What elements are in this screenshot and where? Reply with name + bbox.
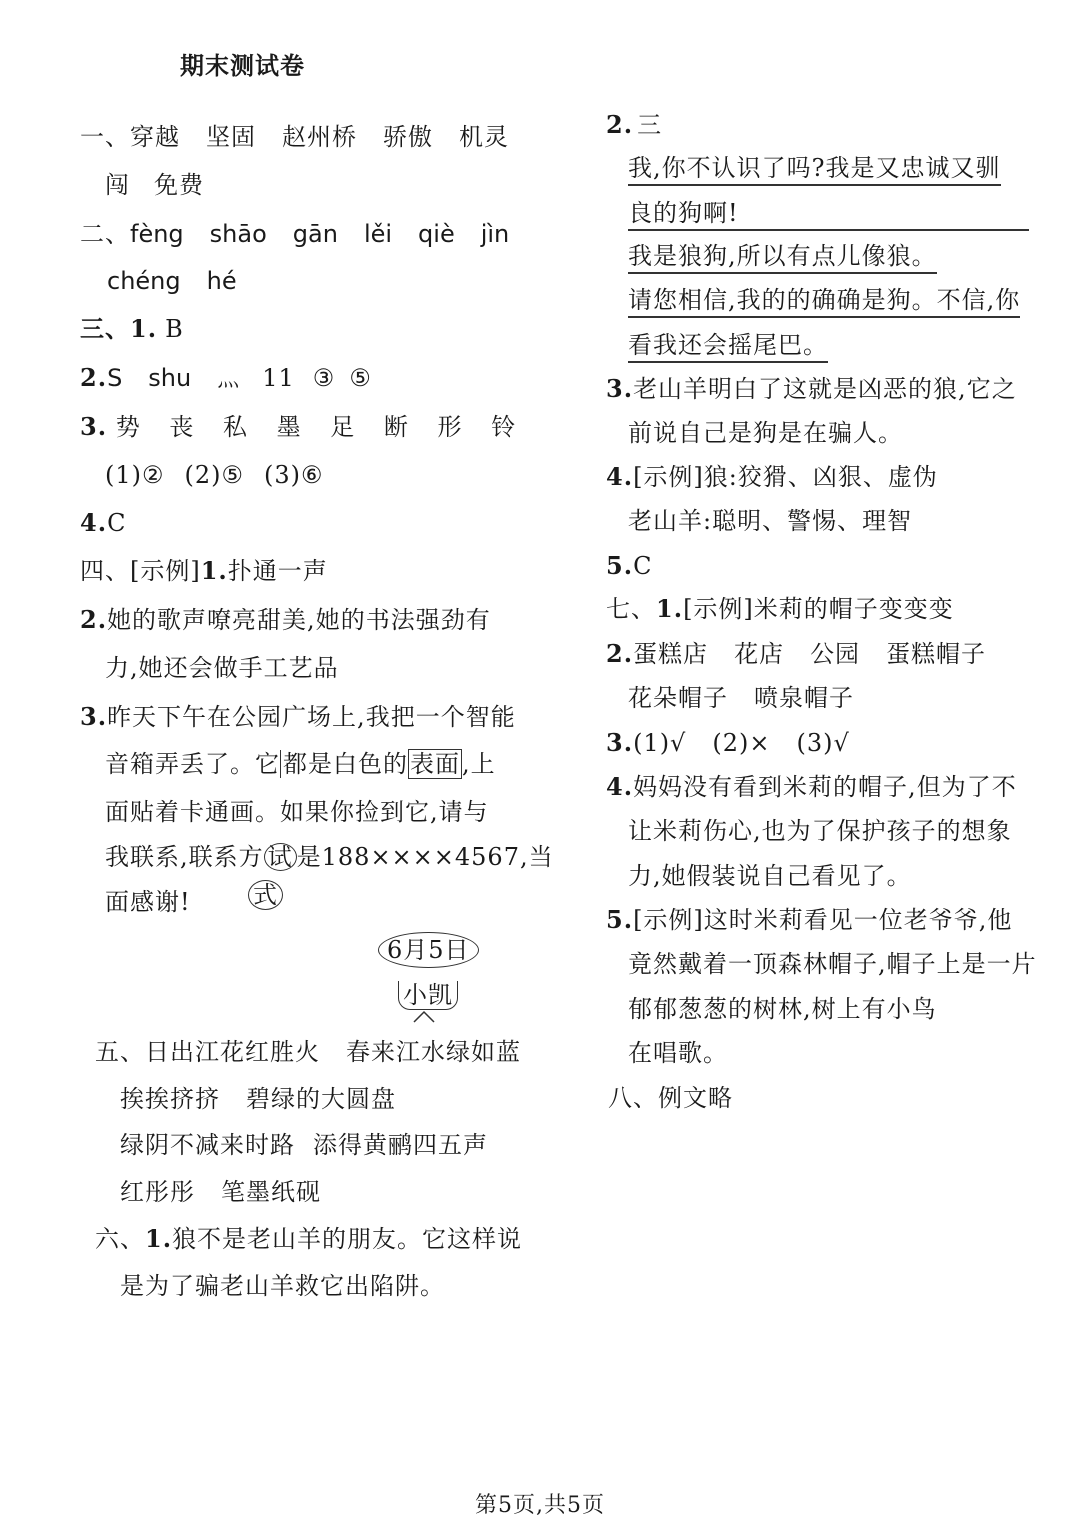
question-number: 4. xyxy=(80,508,108,537)
answer-char: 私 xyxy=(222,413,248,441)
section-prefix: 二、 xyxy=(80,220,130,248)
question-number: 3. xyxy=(80,702,108,731)
section-7-q5-line-3: 郁郁葱葱的树林,树上有小鸟 xyxy=(628,995,937,1023)
answer-text: C xyxy=(633,552,653,580)
question-number: 5. xyxy=(606,551,634,580)
question-number: 3. xyxy=(606,374,634,403)
section-7-q4-line-2: 让米莉伤心,也为了保护孩子的想象 xyxy=(628,817,1012,845)
right-q3-line-1 xyxy=(606,374,1017,404)
answer-text: 花朵帽子 xyxy=(628,684,728,712)
question-number: 5. xyxy=(606,905,634,934)
answer-text: 碧绿的大圆盘 xyxy=(246,1085,396,1113)
answer-text: 扑通一声 xyxy=(227,557,328,585)
section-5-line-3 xyxy=(120,1130,488,1160)
answer-text: (3)⑥ xyxy=(264,461,324,489)
section-prefix: 七、 xyxy=(606,595,656,623)
answer-text: 三 xyxy=(637,111,663,139)
section-7-q3 xyxy=(606,728,850,758)
answer-text: ,上 xyxy=(462,750,496,778)
answer-text: 昨天下午在公园广场上,我把一个智能 xyxy=(107,703,516,731)
moved-text-marked: 都是白色的 xyxy=(280,750,408,778)
section-2-line-1 xyxy=(80,219,509,249)
answer-char: 势 xyxy=(115,413,141,441)
question-number: 1. xyxy=(145,1224,173,1253)
answer-text: 蛋糕帽子 xyxy=(886,640,987,668)
answer-text: 红彤彤 xyxy=(120,1178,195,1206)
pinyin-answer: hé xyxy=(206,267,237,295)
answer-text: 骄傲 xyxy=(383,123,433,151)
pinyin-answer: chéng xyxy=(107,267,181,295)
answer-text: (3)√ xyxy=(796,729,850,757)
answer-text: 五、日出江花红胜火 xyxy=(95,1038,320,1066)
question-number: 三、1. xyxy=(80,314,158,343)
answer-text: 11 xyxy=(262,364,295,392)
question-number: 4. xyxy=(606,462,634,491)
section-7-q5-line-4: 在唱歌。 xyxy=(628,1039,728,1067)
answer-text: 音箱弄丢了。它 xyxy=(105,750,280,778)
section-6-line-2: 是为了骗老山羊救它出陷阱。 xyxy=(120,1272,445,1300)
answer-text: 添得黄鹂四五声 xyxy=(313,1131,488,1159)
section-prefix: 六、 xyxy=(95,1225,145,1253)
answer-text: 她的歌声嘹亮甜美,她的书法强劲有 xyxy=(107,606,491,634)
section-7-q2-line-2 xyxy=(628,683,854,713)
caret-icon xyxy=(412,1010,436,1024)
section-3-q4 xyxy=(80,508,126,538)
date-mark: 6月5日 xyxy=(378,932,479,968)
right-q2-line-3: 我是狼狗,所以有点儿像狼。 xyxy=(628,241,937,271)
right-q2-line-5: 看我还会摇尾巴。 xyxy=(628,330,828,360)
answer-char: 丧 xyxy=(169,413,195,441)
answer-text: 蛋糕店 xyxy=(633,640,709,668)
pinyin-answer: shāo xyxy=(209,220,267,248)
section-1-line-1 xyxy=(80,122,509,152)
question-number: 2. xyxy=(606,110,634,139)
question-number: 2. xyxy=(606,639,634,668)
answer-text: ③ xyxy=(312,364,336,392)
question-number: 2. xyxy=(80,605,108,634)
section-5-line-4 xyxy=(120,1177,321,1207)
section-3-q3 xyxy=(80,412,516,442)
right-q2-line-4: 请您相信,我的的确确是狗。不信,你 xyxy=(628,285,1023,315)
answer-text: 花店 xyxy=(734,640,785,668)
page-footer: 第5页,共5页 xyxy=(475,1493,605,1518)
answer-char: 足 xyxy=(330,413,356,441)
answer-text: 狼不是老山羊的朋友。它这样说 xyxy=(172,1225,523,1253)
boxed-text: 表面 xyxy=(410,750,460,778)
section-3-q2 xyxy=(80,363,372,395)
pinyin-answer: fèng xyxy=(130,220,184,248)
section-8: 八、例文略 xyxy=(608,1084,733,1112)
answer-text: (1)② xyxy=(105,461,165,489)
circled-error-char: 试 xyxy=(264,843,297,871)
section-7-q1 xyxy=(606,594,954,624)
answer-char: 断 xyxy=(383,413,409,441)
answer-char: 形 xyxy=(437,413,463,441)
right-q2-line-2: 良的狗啊! xyxy=(628,198,1029,228)
section-4-q3-line-3: 面贴着卡通画。如果你捡到它,请与 xyxy=(105,798,489,826)
question-number: 1. xyxy=(200,556,228,585)
section-5-line-2 xyxy=(120,1084,396,1114)
answer-text: [示例]狼:狡猾、凶狠、虚伪 xyxy=(633,463,938,491)
answer-text: 赵州桥 xyxy=(282,123,357,151)
answer-text: 挨挨挤挤 xyxy=(120,1085,220,1113)
answer-text: 免费 xyxy=(154,171,204,199)
section-4-q3-line-1 xyxy=(80,702,516,732)
section-4-q3-line-5: 面感谢! xyxy=(105,888,191,916)
answer-text: [示例]这时米莉看见一位老爷爷,他 xyxy=(633,906,1013,934)
pinyin-answer: qiè xyxy=(418,220,455,248)
section-7-q4-line-1 xyxy=(606,772,1017,802)
question-number: 1. xyxy=(656,594,684,623)
section-4-q3-line-4 xyxy=(105,842,554,872)
answer-text: 一、穿越 xyxy=(80,123,180,151)
section-4-q1 xyxy=(80,556,328,586)
right-q4-line-1 xyxy=(606,462,938,492)
right-q4-line-2: 老山羊:聪明、警惕、理智 xyxy=(628,507,913,535)
section-4-q2-line-2: 力,她还会做手工艺品 xyxy=(105,654,339,682)
section-3-q1 xyxy=(80,314,184,344)
answer-text: 绿阴不减来时路 xyxy=(120,1131,295,1159)
section-5-line-1 xyxy=(95,1037,521,1067)
answer-text: S xyxy=(107,364,123,392)
answer-text: (2)⑤ xyxy=(184,461,245,489)
right-q5 xyxy=(606,551,652,581)
answer-text: B xyxy=(165,315,184,343)
section-4-q3-line-2 xyxy=(105,749,496,779)
answer-text: ⑤ xyxy=(349,364,372,392)
answer-text: 闯 xyxy=(105,171,130,199)
answer-text: 灬 xyxy=(217,367,241,392)
question-number: 3. xyxy=(80,412,108,441)
answer-text: 是188××××4567,当 xyxy=(296,843,554,871)
answer-text: (2)× xyxy=(712,729,771,757)
section-6-line-1 xyxy=(95,1224,522,1254)
answer-text: 喷泉帽子 xyxy=(754,684,854,712)
section-3-q3-sub xyxy=(105,460,324,490)
answer-text: 机灵 xyxy=(459,123,509,151)
pinyin-answer: jìn xyxy=(480,220,510,248)
pinyin-answer: lěi xyxy=(363,220,393,248)
section-7-q2-line-1 xyxy=(606,639,986,669)
section-7-q5-line-1 xyxy=(606,905,1012,935)
question-number: 3. xyxy=(606,728,634,757)
section-7-q5-line-2: 竟然戴着一顶森林帽子,帽子上是一片 xyxy=(628,950,1037,978)
answer-text: [示例]米莉的帽子变变变 xyxy=(683,595,954,623)
answer-text: shu xyxy=(148,364,192,392)
answer-text: (1)√ xyxy=(633,729,687,757)
section-prefix: 四、[示例] xyxy=(80,557,201,585)
answer-text: 妈妈没有看到米莉的帽子,但为了不 xyxy=(633,773,1017,801)
answer-text: 老山羊明白了这就是凶恶的狼,它之 xyxy=(633,375,1017,403)
page-title: 期末测试卷 xyxy=(180,51,305,80)
answer-text: C xyxy=(107,509,127,537)
answer-char: 铃 xyxy=(491,413,517,441)
right-q2-line-1: 我,你不认识了吗?我是又忠诚又驯 xyxy=(628,153,1023,183)
question-number: 4. xyxy=(606,772,634,801)
answer-text: 笔墨纸砚 xyxy=(221,1178,321,1206)
correction-char: 式 xyxy=(248,880,283,910)
answer-text: 春来江水绿如蓝 xyxy=(346,1038,521,1066)
section-7-q4-line-3: 力,她假装说自己看见了。 xyxy=(628,862,912,890)
answer-text: 公园 xyxy=(810,640,861,668)
section-4-q2-line-1 xyxy=(80,605,491,635)
section-2-line-2 xyxy=(107,266,237,296)
answer-text: 我联系,联系方 xyxy=(105,843,264,871)
right-q2 xyxy=(606,110,662,140)
answer-text: 坚固 xyxy=(206,123,256,151)
question-number: 2. xyxy=(80,363,108,392)
pinyin-answer: gān xyxy=(292,220,338,248)
signature-mark: 小凯 xyxy=(398,980,458,1010)
right-q3-line-2: 前说自己是狗是在骗人。 xyxy=(628,419,903,447)
section-1-line-2 xyxy=(105,170,204,200)
answer-char: 墨 xyxy=(276,413,302,441)
